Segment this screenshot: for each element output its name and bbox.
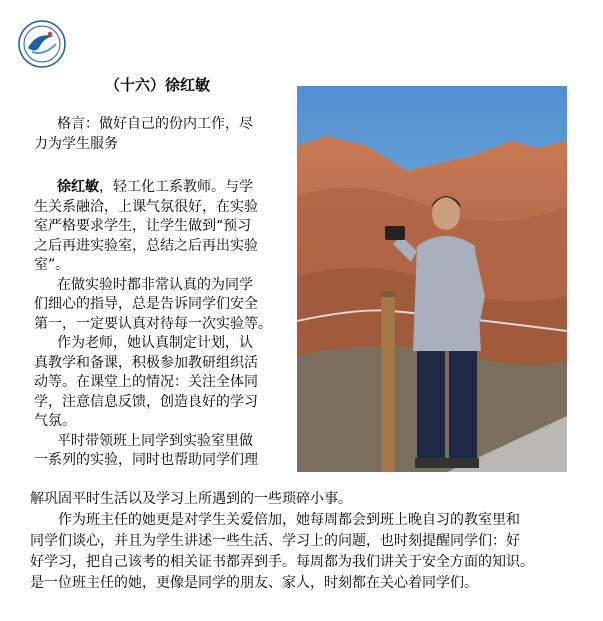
bio-line: 是一位班主任的她，更像是同学的朋友、家人，时刻都在关心着同学们。: [30, 575, 478, 591]
bio-line: 作为班主任的她更是对学生关爱倍加，她每周都会到班上晚自习的教室里和: [30, 512, 520, 528]
bio-column: [34, 178, 289, 471]
bio-line: 之后再进实验室，总结之后再出实验: [34, 237, 258, 254]
teacher-name: 徐红敏: [57, 179, 99, 195]
bio-line: 动等。在课堂上的情况：关注全体同: [34, 374, 258, 390]
bio-full-lines: [30, 489, 534, 594]
motto-line: 力为学生服务: [34, 135, 118, 152]
bio-line: 真教学和备课，积极参加教研组织活: [34, 354, 258, 371]
bio-line: 室”。: [34, 257, 70, 273]
bio-line: 一系列的实验，同时也帮助同学们理: [34, 452, 258, 468]
bio-line: 作为老师，她认真制定计划，认: [57, 335, 253, 351]
bio-line: 生关系融洽，上课气氛很好，在实验: [34, 198, 258, 215]
motto-line: 格言：做好自己的份内工作，尽: [57, 116, 253, 132]
bio-line: 学，注意信息反馈，创造良好的学习: [34, 393, 258, 410]
bio-line: 室严格要求学生，让学生做到“预习: [34, 218, 252, 234]
teacher-photo: [297, 86, 567, 472]
bio-line: 气氛。: [34, 413, 76, 429]
bio-line: 们细心的指导，总是告诉同学们安全: [34, 296, 258, 312]
bio-line: 好学习，把自己该考的相关证书都弄到手。每周都为我们讲关于安全方面的知识。: [30, 554, 534, 570]
bio-line: 同学们谈心，并且为学生讲述一些生活、学习上的问题，也时刻提醒同学们：好: [30, 533, 520, 549]
bio-intro-first-line: [34, 178, 289, 198]
bio-line: 在做实验时都非常认真的为同学: [57, 276, 253, 293]
school-logo: [18, 20, 66, 68]
bio-line: 平时带领班上同学到实验室里做: [57, 432, 253, 449]
bio-line: 解巩固平时生活以及学习上所遇到的一些琐碎小事。: [30, 491, 352, 507]
bio-line: 第一，一定要认真对待每一次实验等。: [34, 315, 272, 332]
page-title: （十六）徐红敏: [105, 76, 211, 94]
bio-intro-text: ，轻工化工系教师。与学: [99, 179, 253, 195]
motto: [34, 115, 289, 154]
